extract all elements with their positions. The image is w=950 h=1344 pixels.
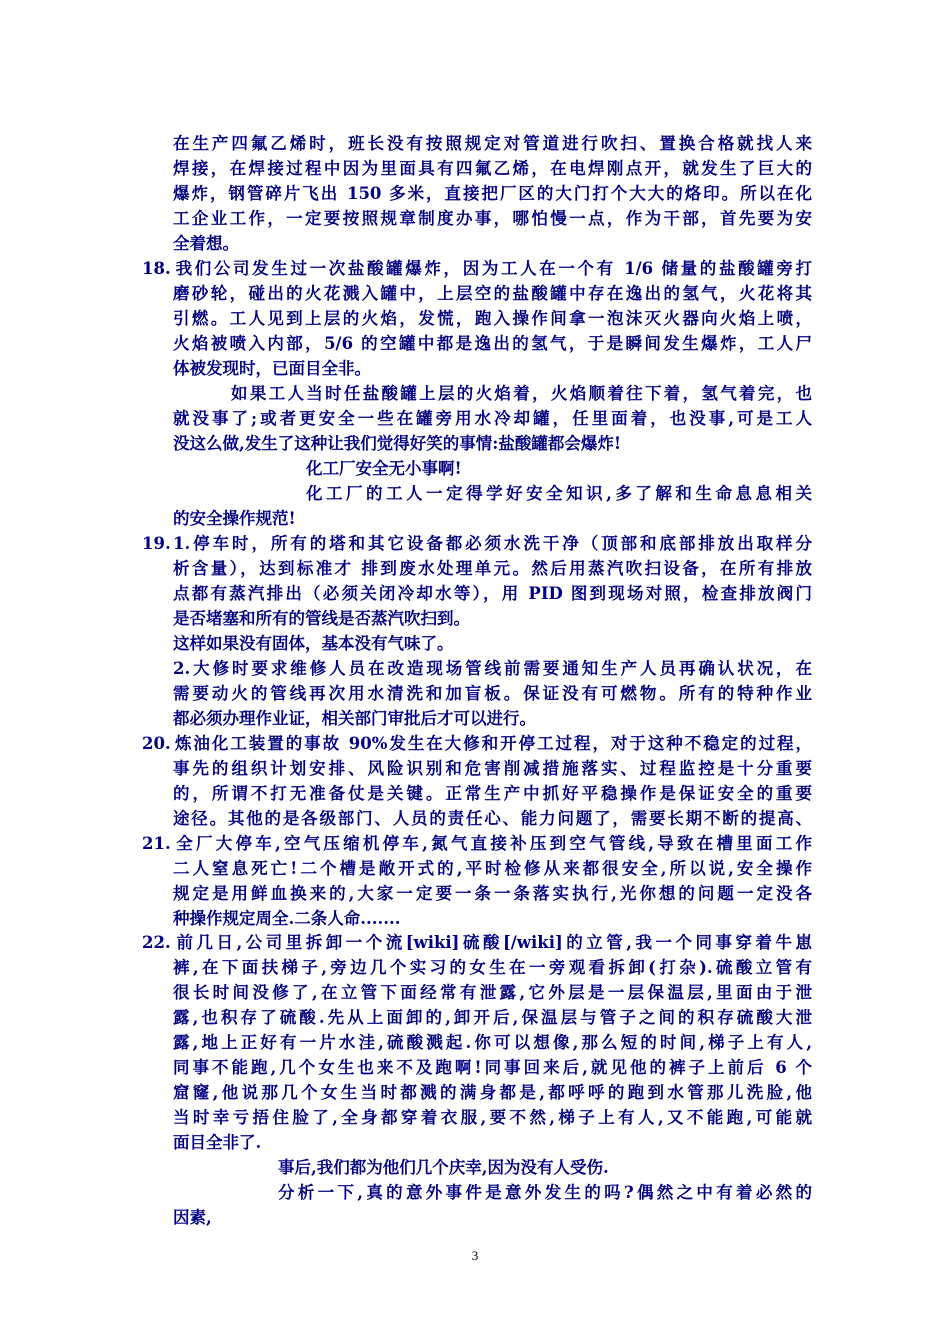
line-text: 窟窿,他说那几个女生当时都溅的满身都是,都呼呼的跑到水管那儿洗脸,他 bbox=[173, 1083, 812, 1102]
text-line bbox=[142, 706, 812, 731]
line-text: 的安全操作规范! bbox=[173, 509, 296, 528]
text-line bbox=[142, 1080, 812, 1105]
text-line bbox=[142, 181, 812, 206]
item-number: 22. bbox=[142, 933, 171, 952]
line-text: 需要动火的管线再次用水清洗和加盲板。保证没有可燃物。所有的特种作业 bbox=[173, 684, 812, 703]
text-line bbox=[142, 1005, 812, 1030]
text-line bbox=[142, 281, 812, 306]
line-text: 面目全非了. bbox=[173, 1133, 262, 1152]
line-text: 分析一下,真的意外事件是意外发生的吗?偶然之中有着必然的 bbox=[278, 1183, 812, 1202]
text-line bbox=[142, 381, 812, 406]
line-text: 如果工人当时任盐酸罐上层的火焰着，火焰顺着往下着，氢气着完，也 bbox=[231, 384, 812, 403]
text-line bbox=[142, 831, 812, 856]
text-line bbox=[142, 356, 812, 381]
text-line bbox=[142, 431, 812, 456]
line-text: 前几日,公司里拆卸一个流[wiki]硫酸[/wiki]的立管,我一个同事穿着牛崽 bbox=[173, 933, 812, 952]
text-line bbox=[142, 1030, 812, 1055]
text-line bbox=[142, 1105, 812, 1130]
text-line bbox=[142, 781, 812, 806]
line-text: 磨砂轮，碰出的火花溅入罐中，上层空的盐酸罐中存在逸出的氢气，火花将其 bbox=[173, 284, 812, 303]
text-line bbox=[142, 306, 812, 331]
text-line bbox=[142, 506, 812, 531]
text-line bbox=[142, 631, 812, 656]
line-text: 很长时间没修了,在立管下面经常有泄露,它外层是一层保温层,里面由于泄 bbox=[173, 983, 812, 1002]
line-text: 化工厂的工人一定得学好安全知识,多了解和生命息息相关 bbox=[306, 484, 812, 503]
line-text: 是否堵塞和所有的管线是否蒸汽吹扫到。 bbox=[173, 609, 470, 628]
text-line bbox=[142, 231, 812, 256]
text-line bbox=[142, 1205, 812, 1230]
line-text: 1.停车时，所有的塔和其它设备都必须水洗干净（顶部和底部排放出取样分 bbox=[173, 534, 812, 553]
text-line bbox=[142, 1155, 812, 1180]
line-text: 露,地上正好有一片水洼,硫酸溅起.你可以想像,那么短的时间,梯子上有人, bbox=[173, 1033, 812, 1052]
text-line bbox=[142, 406, 812, 431]
text-line bbox=[142, 556, 812, 581]
text-line bbox=[142, 656, 812, 681]
line-text: 工企业工作，一定要按照规章制度办事，哪怕慢一点，作为干部，首先要为安 bbox=[173, 209, 812, 228]
text-line bbox=[142, 1055, 812, 1080]
item-number: 21. bbox=[142, 834, 171, 853]
text-line bbox=[142, 206, 812, 231]
line-text: 就没事了;或者更安全一些在罐旁用水冷却罐，任里面着，也没事,可是工人 bbox=[173, 409, 812, 428]
text-line bbox=[142, 1180, 812, 1205]
line-text: 事先的组织计划安排、风险识别和危害削减措施落实、过程监控是十分重要 bbox=[173, 759, 812, 778]
line-text: 引燃。工人见到上层的火焰，发慌，跑入操作间拿一泡沫灭火器向火焰上喷， bbox=[173, 309, 812, 328]
line-text: 我们公司发生过一次盐酸罐爆炸，因为工人在一个有 1/6 储量的盐酸罐旁打 bbox=[173, 259, 812, 278]
line-text: 规定是用鲜血换来的,大家一定要一条一条落实执行,光你想的问题一定没各 bbox=[173, 884, 812, 903]
text-line bbox=[142, 806, 812, 831]
line-text: 当时幸亏捂住脸了,全身都穿着衣服,要不然,梯子上有人,又不能跑,可能就 bbox=[173, 1108, 812, 1127]
line-text: 因素, bbox=[173, 1208, 212, 1227]
line-text: 析含量），达到标准才 排到废水处理单元。然后用蒸汽吹扫设备，在所有排放 bbox=[173, 559, 812, 578]
text-line bbox=[142, 731, 812, 756]
text-line bbox=[142, 481, 812, 506]
line-text: 都必须办理作业证，相关部门审批后才可以进行。 bbox=[173, 709, 536, 728]
page-number: 3 bbox=[471, 1248, 479, 1263]
line-text: 点都有蒸汽排出（必须关闭冷却水等），用 PID 图到现场对照，检查排放阀门 bbox=[173, 584, 812, 603]
line-text: 在生产四氟乙烯时，班长没有按照规定对管道进行吹扫、置换合格就找人来 bbox=[173, 134, 812, 153]
text-line bbox=[142, 256, 812, 281]
text-line bbox=[142, 881, 812, 906]
line-text: 裤,在下面扶梯子,旁边几个实习的女生在一旁观看拆卸(打杂).硫酸立管有 bbox=[173, 958, 812, 977]
text-line bbox=[142, 756, 812, 781]
text-line bbox=[142, 531, 812, 556]
line-text: 全着想。 bbox=[173, 234, 239, 253]
line-text: 二人窒息死亡!二个槽是敞开式的,平时检修从来都很安全,所以说,安全操作 bbox=[173, 859, 812, 878]
line-text: 途径。其他的是各级部门、人员的责任心、能力问题了，需要长期不断的提高、 bbox=[173, 809, 812, 828]
line-text: 化工厂安全无小事啊! bbox=[306, 459, 462, 478]
line-text: 的，所谓不打无准备仗是关键。正常生产中抓好平稳操作是保证安全的重要 bbox=[173, 784, 812, 803]
text-line bbox=[142, 156, 812, 181]
item-number: 18. bbox=[142, 259, 171, 278]
line-text: 火焰被喷入内部，5/6 的空罐中都是逸出的氢气，于是瞬间发生爆炸，工人尸 bbox=[173, 334, 812, 353]
text-line bbox=[142, 581, 812, 606]
line-text: 事后,我们都为他们几个庆幸,因为没有人受伤. bbox=[278, 1158, 609, 1177]
text-line bbox=[142, 980, 812, 1005]
text-line bbox=[142, 131, 812, 156]
line-text: 没这么做,发生了这种让我们觉得好笑的事情:盐酸罐都会爆炸! bbox=[173, 434, 622, 453]
line-text: 焊接，在焊接过程中因为里面具有四氟乙烯，在电焊刚点开，就发生了巨大的 bbox=[173, 159, 812, 178]
line-text: 体被发现时，已面目全非。 bbox=[173, 359, 371, 378]
text-line bbox=[142, 955, 812, 980]
line-text: 露,也积存了硫酸.先从上面卸的,卸开后,保温层与管子之间的积存硫酸大泄 bbox=[173, 1008, 812, 1027]
line-text: 全厂大停车,空气压缩机停车,氮气直接补压到空气管线,导致在槽里面工作 bbox=[173, 834, 812, 853]
text-line bbox=[142, 606, 812, 631]
line-text: 2.大修时要求维修人员在改造现场管线前需要通知生产人员再确认状况，在 bbox=[173, 659, 812, 678]
text-line bbox=[142, 456, 812, 481]
item-number: 20. bbox=[142, 734, 171, 753]
text-line bbox=[142, 1130, 812, 1155]
text-line bbox=[142, 331, 812, 356]
line-text: 种操作规定周全.二条人命....... bbox=[173, 909, 401, 928]
text-line bbox=[142, 906, 812, 931]
item-number: 19. bbox=[142, 534, 171, 553]
line-text: 同事不能跑,几个女生也来不及跑啊!同事回来后,就见他的裤子上前后 6 个 bbox=[173, 1058, 812, 1077]
line-text: 炼油化工装置的事故 90%发生在大修和开停工过程，对于这种不稳定的过程， bbox=[173, 734, 812, 753]
line-text: 爆炸，钢管碎片飞出 150 多米，直接把厂区的大门打个大大的烙印。所以在化 bbox=[173, 184, 812, 203]
line-text: 这样如果没有固体，基本没有气味了。 bbox=[173, 634, 454, 653]
text-line bbox=[142, 856, 812, 881]
text-line bbox=[142, 930, 812, 955]
text-line bbox=[142, 681, 812, 706]
